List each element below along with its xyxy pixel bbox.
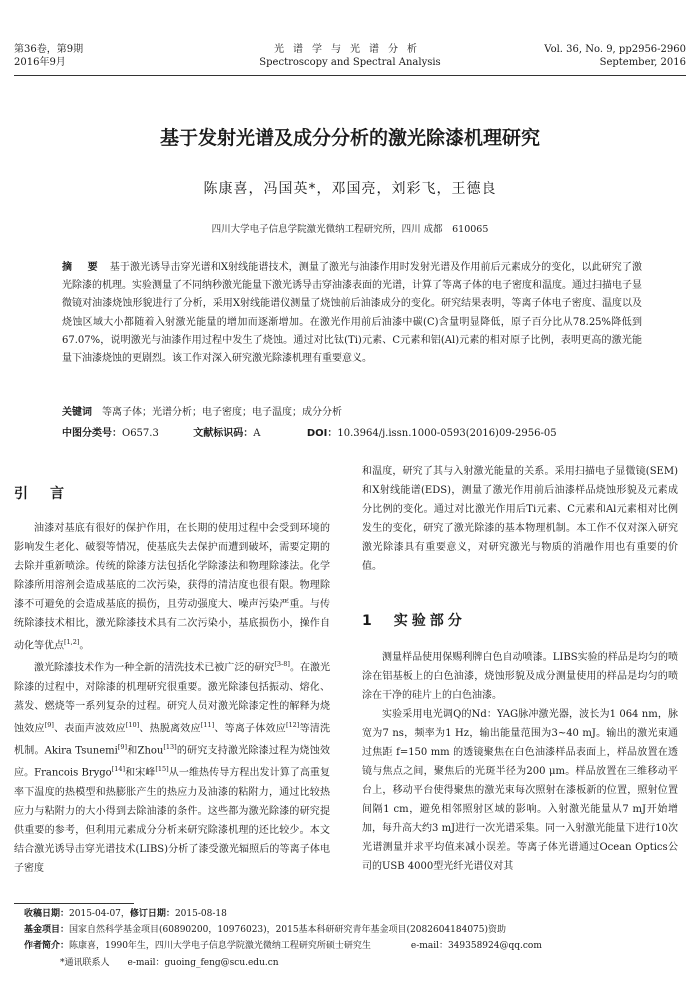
volume-cn: 第36卷，第9期 <box>14 44 84 55</box>
revised-label: 修订日期： <box>129 909 175 919</box>
doi-value: 10.3964/j.issn.1000-0593(2016)09-2956-05 <box>337 428 557 439</box>
section-intro-title: 引 言 <box>14 486 68 502</box>
classification-line <box>62 427 662 441</box>
corresponding-email: e-mail：guoing_feng@scu.edu.cn <box>127 958 279 968</box>
footnote-author <box>24 938 684 954</box>
citation: [14] <box>111 765 126 774</box>
intro-p2-text: 、热脱离效应 <box>139 722 201 734</box>
received-label: 收稿日期： <box>24 909 70 919</box>
fund-text: 国家自然科学基金项目(60890200，10976023)，2015基本科研研究青年基金项目(2082604184075)资助 <box>69 925 507 935</box>
citation: [9] <box>44 720 54 729</box>
journal-name-en: Spectroscopy and Spectral Analysis <box>259 57 441 68</box>
intro-p2-text: 和Zhou <box>127 745 164 757</box>
journal-issue-en <box>544 43 686 69</box>
intro-p2-text: 激光除漆技术作为一种全新的清洗技术已被广泛的研究 <box>34 662 275 674</box>
journal-name-cn: 光谱学与光谱分析 <box>274 44 426 55</box>
citation: [12] <box>286 720 300 729</box>
citation: [13] <box>163 742 177 751</box>
clc-value: O657.3 <box>122 428 159 439</box>
intro-paragraph-2 <box>14 655 330 877</box>
clc-label: 中图分类号： <box>62 428 122 439</box>
volume-en: Vol. 36, No. 9, pp2956-2960 <box>544 44 686 55</box>
affiliation: 四川大学电子信息学院激光微纳工程研究所，四川 成都 610065 <box>211 224 489 235</box>
intro-p2-text: 和宋峰 <box>125 767 156 779</box>
citation: [1,2] <box>64 638 80 646</box>
author-bio-text: 陈康喜，1990年生，四川大学电子信息学院激光微纳工程研究所硕士研究生 <box>69 941 371 951</box>
doc-code-value: A <box>253 428 261 439</box>
revised-date: 2015-08-18 <box>174 909 227 919</box>
doi-label: DOI： <box>306 428 338 439</box>
intro-body <box>14 519 330 878</box>
experiment-paragraph-2: 实验采用电光调Q的Nd：YAG脉冲激光器，波长为1 064 nm，脉宽为7 ns，频率为1 Hz，输出能量范围为3~40 mJ。输出的激光束通过焦距 f=150 mm 的透镜聚焦在白色油漆样品表面上，样品放置在透镜与焦点之间，聚焦后的光斑半径为200 μm。样品放置在三维移动平台上，移动平台使得聚焦的激光束每次照射在漆板新的位置，照射位置间隔1 cm，避免相邻照射区域的影响。入射激光能量从7 mJ开始增加，每升高大约3 mJ进行一次光谱采集。同一入射激光能量下进行10次光谱测量并求平均值来减小误差。等离子体光谱通过Ocean Optics公司的USB 4000型光纤光谱仪对其 <box>362 709 678 872</box>
corresponding-label: *通讯联系人 <box>60 958 110 968</box>
keywords <box>62 406 662 420</box>
experiment-paragraph-1: 测量样品使用保赐利牌白色自动喷漆。LIBS实验的样品是均匀的喷涂在铝基板上的白色油漆，烧蚀形貌及成分测量使用的样品是均匀的喷涂在干净的硅片上的白色油漆。 <box>362 652 678 701</box>
intro-p1-text: 油漆对基底有很好的保护作用，在长期的使用过程中会受到环境的影响发生老化、破裂等情况，使基底失去保护而遭到破坏，需要定期的去除并重新喷涂。传统的除漆方法包括化学除漆法和物理除漆法。化学除漆所用溶剂会造成基底的二次污染，获得的清洁度也很有限。物理除漆不可避免的会造成基底的损伤，且劳动强度大、噪声污染严重。与传统除漆技术相比，激光除漆技术具有二次污染小，基底损伤小，操作自动化等优点 <box>14 523 330 652</box>
footnote-correspondence <box>24 955 684 971</box>
abstract-label: 摘 要 <box>62 262 104 273</box>
citation: [9] <box>117 742 128 751</box>
intro-p2-text: 的研究支持激光除漆过程为烧蚀效应。Francois Brygo <box>14 745 330 779</box>
date-cn: 2016年9月 <box>14 57 66 68</box>
header-divider <box>14 75 686 76</box>
citation: [11] <box>200 720 215 729</box>
intro-continuation <box>362 462 678 576</box>
date-en: September, 2016 <box>599 57 686 68</box>
intro-p2-text: 等清洗机制。Akira Tsunemi <box>14 722 331 757</box>
footnote-dates <box>24 906 684 922</box>
fund-label: 基金项目： <box>24 925 70 935</box>
doc-code-label: 文献标识码： <box>193 428 254 439</box>
paper-title: 基于发射光谱及成分分析的激光除漆机理研究 <box>159 127 540 149</box>
abstract-text: 基于激光诱导击穿光谱和X射线能谱技术，测量了激光与油漆作用时发射光谱及作用前后元素成分的变化，以此研究了激光除漆的机理。实验测量了不同纳秒激光能量下激光诱导击穿油漆表面的光谱，计算了等离子体的电子密度和温度。通过扫描电子显微镜对油漆烧蚀形貌进行了分析，采用X射线能谱仪测量了烧蚀前后油漆成分的变化。研究结果表明，等离子体电子密度、温度以及烧蚀区域大小都随着入射激光能量的增加而逐渐增加。在激光作用前后油漆中碳(C)含量明显降低，原子百分比从78.25%降低到67.07%，说明激光与油漆作用过程中发生了烧蚀。通过对比钛(Ti)元素、C元素和铝(Al)元素的相对原子比例，表明更高的激光能量下油漆烧蚀的更剧烈。该工作对深入研究激光除漆机理有重要意义。 <box>62 262 642 365</box>
citation: [10] <box>125 720 140 729</box>
footnote-fund <box>24 922 684 938</box>
keywords-text: 等离子体；光谱分析；电子密度；电子温度；成分分析 <box>102 407 342 418</box>
received-date: 2015-04-07， <box>69 909 130 919</box>
intro-p1-end: 。 <box>79 640 90 652</box>
abstract <box>62 259 642 368</box>
author-email: e-mail：349358924@qq.com <box>410 941 542 951</box>
intro-p2-text: 、表面声波效应 <box>53 722 126 734</box>
section-experiment-title: 1 实验部分 <box>362 613 466 629</box>
intro-p2-text: 、等离子体效应 <box>214 722 286 734</box>
citation: [15] <box>155 765 169 774</box>
footnote-divider <box>14 903 134 904</box>
author-bio-label: 作者简介： <box>24 941 70 951</box>
intro-paragraph-3: 和温度，研究了其与入射激光能量的关系。采用扫描电子显微镜(SEM)和X射线能谱(EDS)，测量了激光作用前后油漆样品烧蚀形貌及元素成分比例的变化。通过对比激光作用后Ti元素、C元素和Al元素相对比例发生的变化，研究了激光除漆的基本物理机制。本工作不仅对深入研究激光除漆具有重要意义，对研究激光与物质的消融作用也有重要的价值。 <box>362 466 678 572</box>
intro-p2-text: 。在激光除漆的过程中，对除漆的机理研究很重要。激光除漆包括振动、熔化、蒸发、燃烧等一系列复杂的过程。研究人员对激光除漆定性的解释为烧蚀效应 <box>14 662 331 734</box>
author-list: 陈康喜，冯国英*，邓国亮，刘彩飞，王德良 <box>203 181 497 197</box>
keywords-label: 关键词 <box>62 407 92 418</box>
experiment-body <box>362 648 678 876</box>
citation: [3-8] <box>274 660 290 669</box>
intro-p2-text: 从一维热传导方程出发计算了高重复率下温度的热模型和热膨胀产生的热应力及油漆的粘附力，通过比较热应力与粘附力的大小得到去除油漆的条件。这些都为激光除漆的研究提供重要的参考，但利用元素成分分析来研究除漆机理的还比较少。本文结合激光诱导击穿光谱技术(LIBS)分析了漆受激光辐照后的等离子体电子密度 <box>14 767 331 874</box>
intro-paragraph-1 <box>14 519 330 655</box>
